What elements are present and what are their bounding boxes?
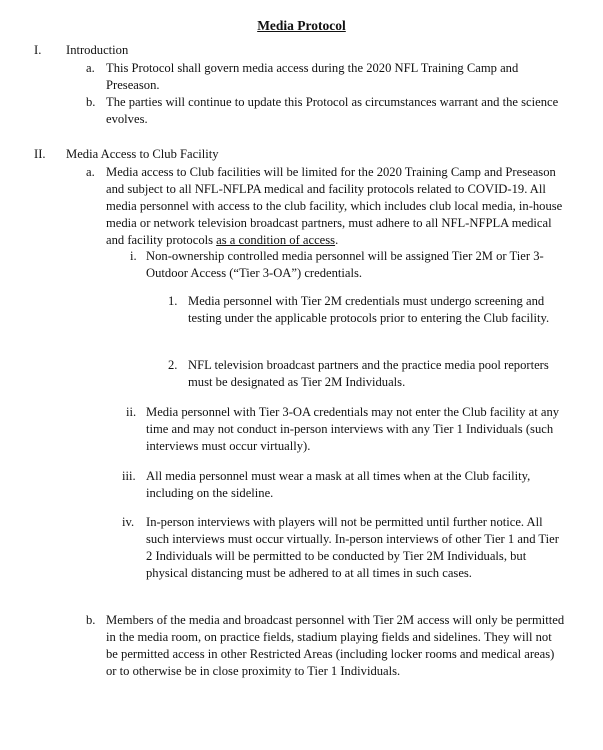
subitem-text: Media personnel with Tier 3-OA credentials may not enter the Club facility at any time and may not conduct in-person interviews with any Tier 1 Individuals (such interviews must occur virtually). — [146, 405, 560, 453]
numbered-text: Media personnel with Tier 2M credentials must undergo screening and testing under the applicable protocols prior to entering the Club facility. — [188, 294, 550, 325]
item-marker: a. — [86, 61, 95, 75]
item-text: The parties will continue to update this Protocol as circumstances warrant and the science evolves. — [106, 95, 559, 126]
numbered-text: NFL television broadcast partners and the practice media pool reporters must be designated as Tier 2M Individuals. — [188, 358, 549, 389]
section-numeral: II. — [34, 147, 46, 161]
section-numeral: I. — [34, 43, 42, 57]
subitem-marker: iv. — [122, 515, 135, 529]
numbered-marker: 2. — [168, 358, 178, 372]
item-text-body: Media access to Club facilities will be limited for the 2020 Training Camp and Preseason and subject to all NFL-NFLPA medical and facility protocols related to COVID-19. All media personnel with access to the club facility, which includes club local media, in-house media or network television broadcast partners, must adhere to all NFL-NFPLA medical and facility protocols — [106, 165, 563, 247]
item-marker: a. — [86, 165, 95, 179]
item-marker: b. — [86, 613, 96, 627]
item-text — [106, 164, 566, 249]
item-marker: b. — [86, 95, 96, 109]
page-title: Media Protocol — [257, 18, 346, 33]
item-text-end: . — [335, 233, 339, 247]
subitem-text: In-person interviews with players will not be permitted until further notice. All such interviews must occur virtually. In-person interviews of other Tier 1 and Tier 2 Individuals will be permitted to be conducted by Tier 2M Individuals, but physical distancing must be adhered to at all times in such cases. — [146, 515, 559, 580]
subitem-text: Non-ownership controlled media personnel will be assigned Tier 2M or Tier 3-Outdoor Access (“Tier 3-OA”) credentials. — [146, 249, 544, 280]
subitem-marker: ii. — [126, 405, 137, 419]
subitem-text: All media personnel must wear a mask at all times when at the Club facility, including on the sideline. — [146, 469, 531, 500]
section-heading: Introduction — [66, 43, 129, 57]
item-text: Members of the media and broadcast personnel with Tier 2M access will only be permitted in the media room, on practice fields, stadium playing fields and sidelines. They will not be permitted access in other Restricted Areas (including locker rooms and medical areas) or to otherwise be in close proximity to Tier 1 Individuals. — [106, 613, 565, 678]
subitem-marker: iii. — [122, 469, 136, 483]
subitem-marker: i. — [130, 249, 137, 263]
numbered-marker: 1. — [168, 294, 178, 308]
section-heading: Media Access to Club Facility — [66, 147, 219, 161]
item-text: This Protocol shall govern media access during the 2020 NFL Training Camp and Preseason. — [106, 61, 519, 92]
underlined-phrase: as a condition of access — [216, 233, 336, 247]
